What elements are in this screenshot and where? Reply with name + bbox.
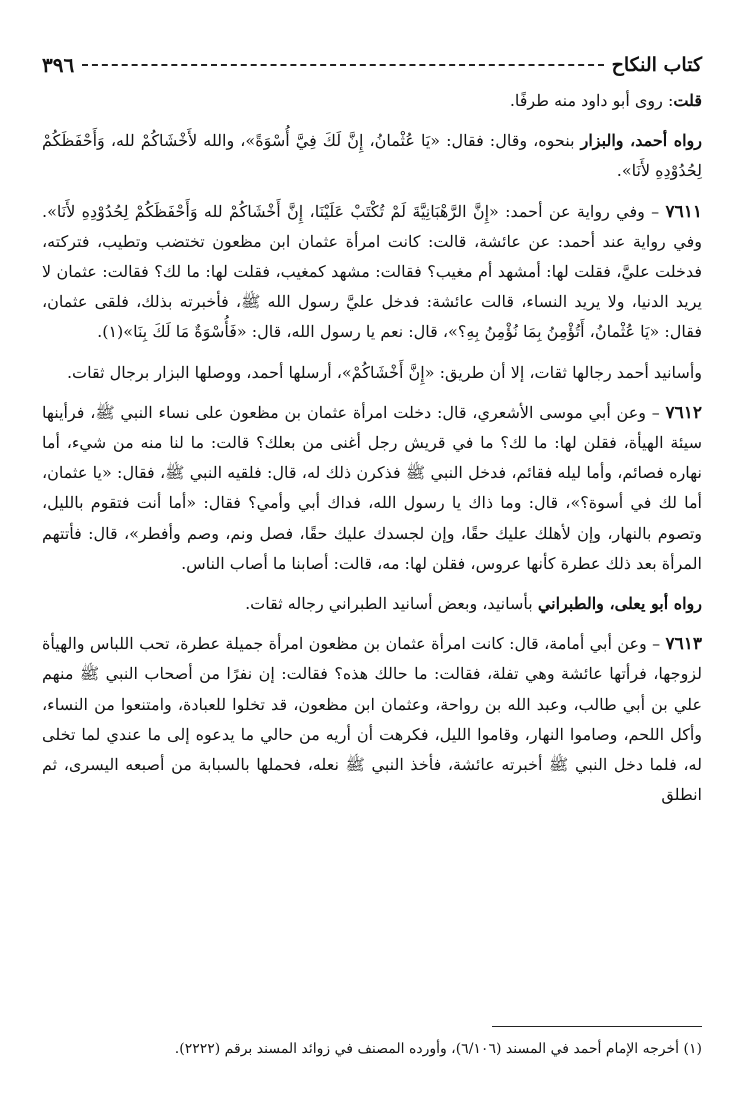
paragraph-text: – وفي رواية عن أحمد: «إِنَّ الرَّهْبَانِيَّةَ لَمْ تُكْتَبْ عَلَيْنَا، إِنَّ أَخْشَاكُمْ لله وَأَحْفَظَكُمْ لِحُدُوْدِهِ لأَنَا». وفي رواية عند أحمد: عن عائشة، قالت: كانت امرأة عثمان ابن مظعون تختضب وتطيب، فتركته، فدخلت عليَّ، فقلت لها: أمشهد أم مغيب؟ فقالت: مشهد كمغيب، فقلت لها: ما لك؟ فقالت: عثمان لا يريد الدنيا، ولا يريد النساء، قالت عائشة: فدخل عليَّ رسول الله ﷺ، فأخبرته بذلك، فلقى عثمان، فقال: «يَا عُثْمانُ، أَتُؤْمِنُ بِمَا نُؤْمِنُ بِهِ؟»، قال: نعم يا رسول الله، قال: «فَأُسْوَةٌ مَا لَكَ بِنَا»(١).: [42, 201, 702, 342]
paragraph-text: – وعن أبي موسى الأشعري، قال: دخلت امرأة عثمان بن مظعون على نساء النبي ﷺ، فرأينها سيئة الهيأة، فقلن لها: ما لك؟ ما في قريش رجل أغنى من بعلك؟ قالت: ما لنا منه من شيء، أما نهاره فصائم، وأما ليله فقائم، فدخل النبي ﷺ فذكرن ذلك له، قال: فلقيه النبي ﷺ، فقال: «يا عثمان، أما لك في أسوة؟»، قال: وما ذاك يا رسول الله، فداك أبي وأمي؟ فقال: «أما أنت فتقوم بالليل، وتصوم بالنهار، وإن لأهلك عليك حقًا، وإن لجسدك عليك حقًا، فصل ونم، وصم وأفطر»، قال: فأتتهم المرأة بعد ذلك عطرة كأنها عروس، فقلن لها: مه، قالت: أصابنا ما أصاب الناس.: [42, 402, 703, 573]
header-dashed-rule: [82, 64, 603, 66]
paragraph-isnad: [42, 358, 702, 388]
hadith-number: ٧٦١١: [665, 201, 702, 222]
hadith-7612: [42, 398, 702, 579]
paragraph-narration: [42, 589, 702, 619]
paragraph-lead: رواه أحمد، والبزار: [580, 131, 702, 151]
footnote-divider: [492, 1026, 702, 1027]
hadith-7611: [42, 197, 702, 348]
paragraph-text: بأسانيد، وبعض أسانيد الطبراني رجاله ثقات.: [245, 594, 538, 614]
paragraph-narration: [42, 126, 702, 186]
page-header: [42, 50, 702, 80]
paragraph-text: : روى أبو داود منه طرفًا.: [509, 91, 674, 110]
hadith-number: ٧٦١٢: [665, 402, 702, 423]
paragraph-note: [42, 86, 702, 116]
paragraph-text: بنحوه، وقال: فقال: «يَا عُثْمانُ، إِنَّ لَكَ فِيَّ أُسْوَةً»، والله لأَخْشَاكُمْ لله، وَأَحْفَظَكُمْ لِحُدُوْدِهِ لأَنَا».: [42, 131, 702, 181]
hadith-number: ٧٦١٣: [665, 634, 702, 655]
paragraph-lead: قلت: [673, 91, 702, 110]
paragraph-text: وأسانيد أحمد رجالها ثقات، إلا أن طريق: «إِنَّ أَخْشَاكُمْ»، أرسلها أحمد، ووصلها البزار برجال ثقات.: [66, 362, 702, 382]
book-title: كتاب النكاح: [611, 54, 702, 76]
paragraph-lead: رواه أبو يعلى، والطبراني: [537, 594, 702, 614]
footnote: (١) أخرجه الإمام أحمد في المسند (٦/١٠٦)، وأورده المصنف في زوائد المسند برقم (٢٢٢٢).: [174, 1041, 702, 1057]
page-number: ٣٩٦: [42, 53, 75, 77]
paragraph-text: – وعن أبي أمامة، قال: كانت امرأة عثمان بن مظعون امرأة جميلة عطرة، تحب اللباس والهيأة لزوجها، فرأتها عائشة وهي تفلة، فقالت: ما حالك هذه؟ فقالت: إن نفرًا من أصحاب النبي ﷺ منهم علي بن أبي طالب، وعبد الله بن رواحة، وعثمان ابن مظعون، قد تخلوا للعبادة، وامتنعوا من النساء، وأكل اللحم، وصاموا النهار، وقاموا الليل، فكرهت أن أريه من حالي ما يدعوه إلى ما عندي لما تخلى له، فلما دخل النبي ﷺ أخبرته عائشة، فأخذ النبي ﷺ نعله، فحملها بالسبابة من أصبعه اليسرى، ثم انطلق: [42, 634, 702, 805]
main-text: [42, 86, 702, 810]
hadith-7613: [42, 629, 702, 810]
